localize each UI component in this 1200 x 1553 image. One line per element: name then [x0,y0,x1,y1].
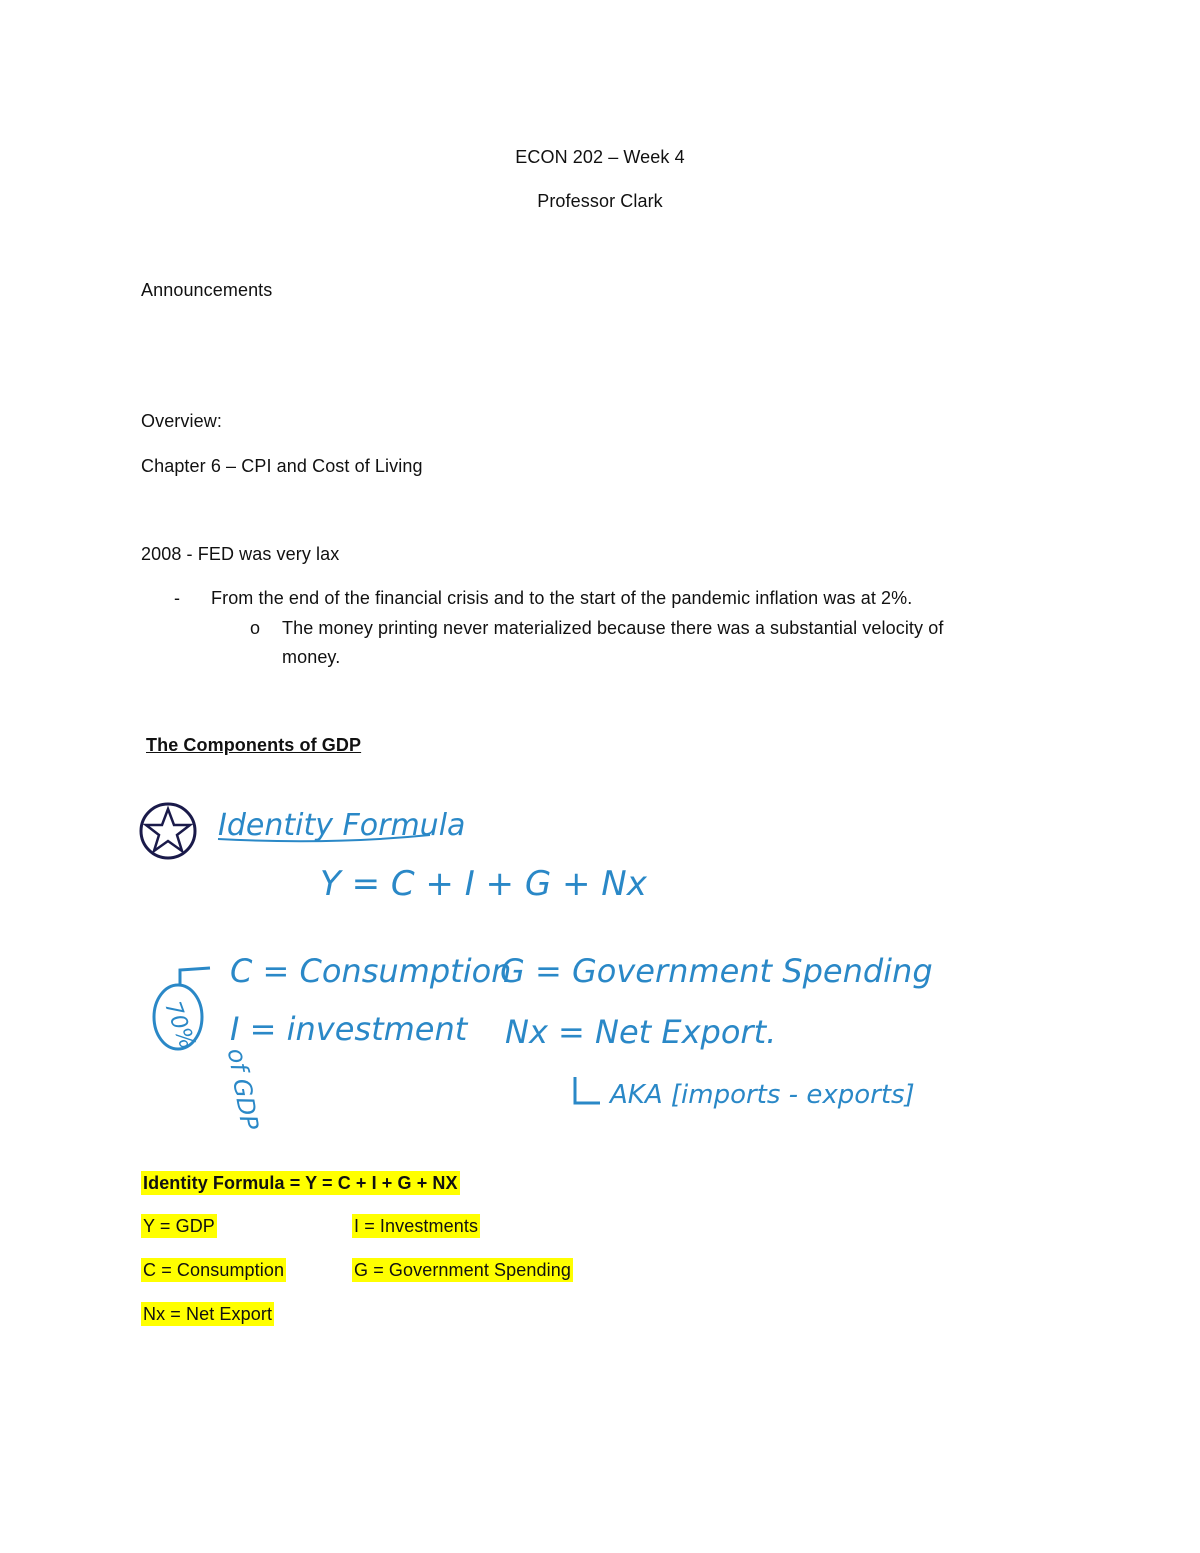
bullet-text: From the end of the financial crisis and to the start of the pandemic inflation was at 2%. [211,588,913,608]
sub-bullet-text: The money printing never materialized because there was a substantial velocity of [282,618,944,638]
bullet-dash: - [174,588,181,608]
hw-pct: 70% [159,998,200,1053]
hw-of-gdp: of GDP [221,1046,264,1133]
g-definition: G = Government Spending [354,1260,571,1280]
y-definition: Y = GDP [143,1216,215,1236]
course-title: ECON 202 – Week 4 [515,147,685,167]
i-definition: I = Investments [354,1216,479,1236]
hw-identity-title: Identity Formula [218,808,466,843]
overview-heading: Overview: [141,411,222,431]
professor-name: Professor Clark [537,191,663,211]
announcements-heading: Announcements [141,280,273,300]
hw-bracket [180,968,210,985]
star-circle-icon [141,804,195,858]
sub-bullet-marker: o [250,618,261,638]
hw-g-def: G = Government Spending [500,952,933,990]
hw-arrow [575,1077,600,1103]
chapter-line: Chapter 6 – CPI and Cost of Living [141,456,423,476]
sub-bullet-text-cont: money. [282,647,341,667]
nx-definition: Nx = Net Export [143,1304,273,1324]
hw-i-def: I = investment [230,1010,468,1048]
identity-formula-summary: Identity Formula = Y = C + I + G + NX [143,1173,458,1193]
hw-nx-def: Nx = Net Export. [505,1013,777,1051]
c-definition: C = Consumption [143,1260,285,1280]
gdp-heading: The Components of GDP [146,735,362,755]
hw-formula: Y = C + I + G + Nx [320,864,647,904]
fed-line: 2008 - FED was very lax [141,544,340,564]
handwritten-notes-image [130,785,950,1135]
hw-aka: AKA [imports - exports] [610,1080,915,1110]
hw-c-def: C = Consumption [230,952,512,990]
